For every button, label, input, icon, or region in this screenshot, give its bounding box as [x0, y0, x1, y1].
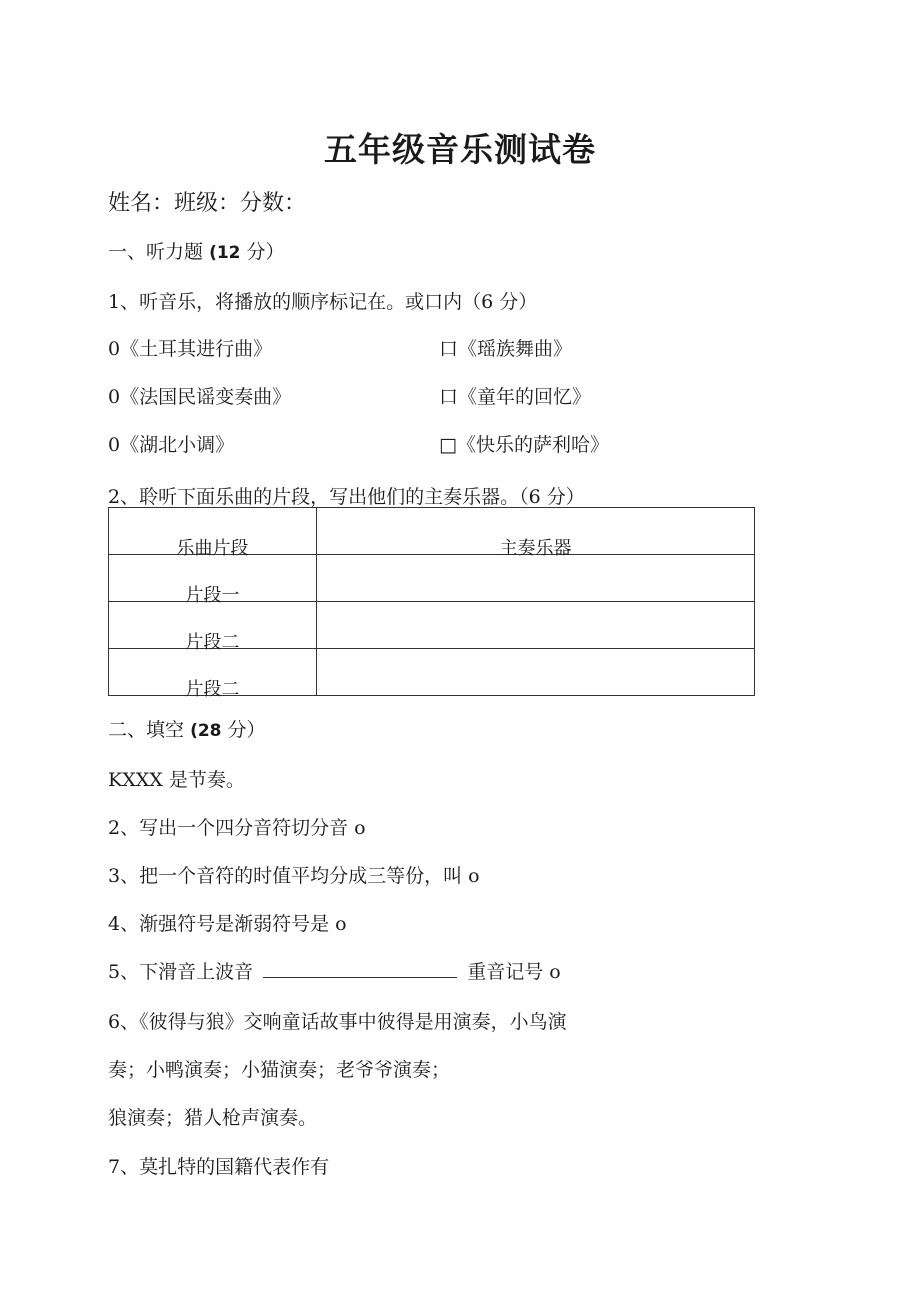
section2-heading: [108, 715, 266, 742]
question-2-6-line3: 狼演奏；猎人枪声演奏。: [108, 1107, 318, 1129]
table-row: [109, 555, 755, 602]
table-cell-answer[interactable]: [317, 602, 755, 649]
option-right-1: 口《瑶族舞曲》: [439, 338, 573, 360]
option-right-2: 口《童年的回忆》: [439, 386, 592, 408]
page-title: 五年级音乐测试卷: [324, 130, 596, 169]
section2-heading-suffix: 分）: [227, 719, 266, 741]
student-info: 姓名：班级：分数：: [108, 191, 307, 216]
section1-heading-suffix: 分）: [246, 241, 285, 263]
instrument-table: [108, 507, 755, 700]
question-2-4: 4、渐强符号是渐弱符号是 o: [108, 913, 347, 935]
question-2-1: KXXX 是节奏。: [108, 769, 245, 791]
option-left-2: 0《法国民谣变奏曲》: [108, 386, 292, 408]
question-2-5: [108, 957, 561, 984]
section1-heading: [108, 237, 285, 264]
table-cell-answer[interactable]: [317, 555, 755, 602]
section1-heading-label: 一、听力题: [108, 241, 204, 263]
answer-blank[interactable]: [263, 959, 457, 978]
question-2-6-line2: 奏；小鸭演奏；小猫演奏；老爷爷演奏；: [108, 1059, 451, 1081]
question-2-3: 3、把一个音符的时值平均分成三等份，叫 o: [108, 865, 480, 887]
question-1-2: 2、聆听下面乐曲的片段，写出他们的主奏乐器。（6 分）: [108, 486, 585, 508]
table-header-instrument: 主奏乐器: [317, 508, 755, 555]
question-2-2: 2、写出一个四分音符切分音 o: [108, 817, 366, 839]
table-cell-piece: 片段二: [109, 602, 317, 649]
table-row: [109, 602, 755, 649]
section1-points: (12: [209, 243, 241, 263]
option-left-1: 0《土耳其进行曲》: [108, 338, 273, 360]
question-2-5-part-b: 重音记号 o: [467, 961, 561, 983]
table-header-row: [109, 508, 755, 555]
question-1-1: 1、听音乐，将播放的顺序标记在。或口内（6 分）: [108, 291, 538, 313]
table-row: [109, 649, 755, 696]
question-2-6-line1: 6、《彼得与狼》交响童话故事中彼得是用演奏，小鸟演: [108, 1011, 567, 1033]
section2-heading-label: 二、填空: [108, 719, 185, 741]
option-right-3: □《快乐的萨利哈》: [439, 434, 609, 456]
table-cell-piece: 片段一: [109, 555, 317, 602]
question-2-5-part-a: 5、下滑音上波音: [108, 961, 254, 983]
option-left-3: 0《湖北小调》: [108, 434, 235, 456]
table-cell-piece: 片段二: [109, 649, 317, 696]
table-header-piece: 乐曲片段: [109, 508, 317, 555]
section2-points: (28: [190, 721, 222, 741]
table-cell-answer[interactable]: [317, 649, 755, 696]
question-2-7: 7、莫扎特的国籍代表作有: [108, 1156, 330, 1178]
